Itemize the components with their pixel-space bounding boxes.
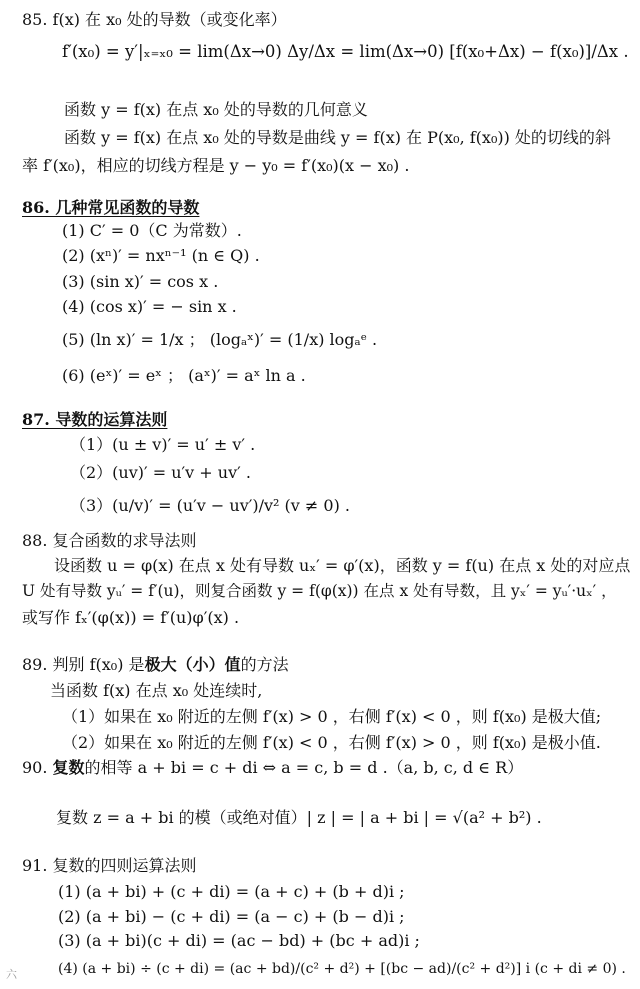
derivative-rule-3: (3) (sin x)′ = cos x .: [62, 272, 219, 291]
derivative-rule-2: (2) (xⁿ)′ = nxⁿ⁻¹ (n ∈ Q) .: [62, 246, 260, 265]
complex-subtraction: (2) (a + bi) − (c + di) = (a − c) + (b − d)i ;: [58, 907, 405, 926]
section-89-title-suffix: 的方法: [240, 655, 289, 674]
geometric-meaning-line-1: 函数 y = f(x) 在点 x₀ 处的导数是曲线 y = f(x) 在 P(x₀, f(x₀)) 处的切线的斜: [64, 128, 611, 147]
derivative-definition-formula: f′(x₀) = y′|ₓ₌ₓ₀ = lim(Δx→0) Δy/Δx = lim(Δx→0) [f(x₀+Δx) − f(x₀)]/Δx .: [62, 42, 629, 61]
derivative-rule-4: (4) (cos x)′ = − sin x .: [62, 297, 237, 316]
complex-addition: (1) (a + bi) + (c + di) = (a + c) + (b + d)i ;: [58, 882, 405, 901]
extremum-intro: 当函数 f(x) 在点 x₀ 处连续时,: [50, 681, 263, 700]
section-86-title: 86. 几种常见函数的导数: [22, 198, 200, 217]
section-89-title: [22, 657, 289, 673]
section-85-title: 85. f(x) 在 x₀ 处的导数（或变化率）: [22, 10, 287, 29]
chain-rule-line-1: 设函数 u = φ(x) 在点 x 处有导数 uₓ′ = φ′(x)，函数 y = f(u) 在点 x 处的对应点: [54, 556, 631, 575]
complex-equality-line: [22, 760, 523, 776]
operation-rule-1: （1）(u ± v)′ = u′ ± v′ .: [70, 435, 256, 454]
extremum-min-rule: （2）如果在 x₀ 附近的左侧 f′(x) < 0 ，右侧 f′(x) > 0 ，则 f(x₀) 是极小值.: [62, 733, 601, 752]
section-90-equality: 的相等 a + bi = c + di ⇔ a = c, b = d .（a, b, c, d ∈ R）: [84, 758, 524, 777]
chain-rule-line-3: 或写作 fₓ′(φ(x)) = f′(u)φ′(x) .: [22, 608, 240, 627]
complex-division: (4) (a + bi) ÷ (c + di) = (ac + bd)/(c² + d²) + [(bc − ad)/(c² + d²)] i (c + di ≠ 0) .: [58, 961, 626, 977]
derivative-rule-6: (6) (eˣ)′ = eˣ ； (aˣ)′ = aˣ ln a .: [62, 366, 306, 385]
section-88-title: 88. 复合函数的求导法则: [22, 531, 197, 550]
section-90-number: 90.: [22, 758, 53, 777]
complex-modulus-line: 复数 z = a + bi 的模（或绝对值）| z | = | a + bi | = √(a² + b²) .: [56, 808, 542, 827]
derivative-rule-1: (1) C′ = 0（C 为常数）.: [62, 221, 242, 240]
operation-rule-3: （3）(u/v)′ = (u′v − uv′)/v² (v ≠ 0) .: [70, 496, 351, 515]
section-90-bold-term: 复数: [52, 758, 85, 777]
derivative-rule-5: (5) (ln x)′ = 1/x ； (logₐˣ)′ = (1/x) logₐᵉ .: [62, 330, 378, 349]
geometric-meaning-line-2: 率 f′(x₀)，相应的切线方程是 y − y₀ = f′(x₀)(x − x₀) .: [22, 156, 410, 175]
operation-rule-2: （2）(uv)′ = u′v + uv′ .: [70, 463, 251, 482]
geometric-meaning-title: 函数 y = f(x) 在点 x₀ 处的导数的几何意义: [64, 100, 368, 119]
watermark-logo: 六: [6, 968, 17, 981]
chain-rule-line-2: U 处有导数 yᵤ′ = f′(u)，则复合函数 y = f(φ(x)) 在点 x 处有导数，且 yₓ′ = yᵤ′·uₓ′ ，: [22, 582, 617, 600]
section-91-title: 91. 复数的四则运算法则: [22, 856, 197, 875]
extremum-max-rule: （1）如果在 x₀ 附近的左侧 f′(x) > 0 ，右侧 f′(x) < 0 ，则 f(x₀) 是极大值;: [62, 707, 602, 726]
section-89-title-bold: 极大（小）值: [144, 655, 241, 674]
section-89-title-prefix: 89. 判别 f(x₀) 是: [22, 655, 145, 674]
section-87-title: 87. 导数的运算法则: [22, 410, 168, 429]
complex-multiplication: (3) (a + bi)(c + di) = (ac − bd) + (bc + ad)i ;: [58, 931, 420, 950]
